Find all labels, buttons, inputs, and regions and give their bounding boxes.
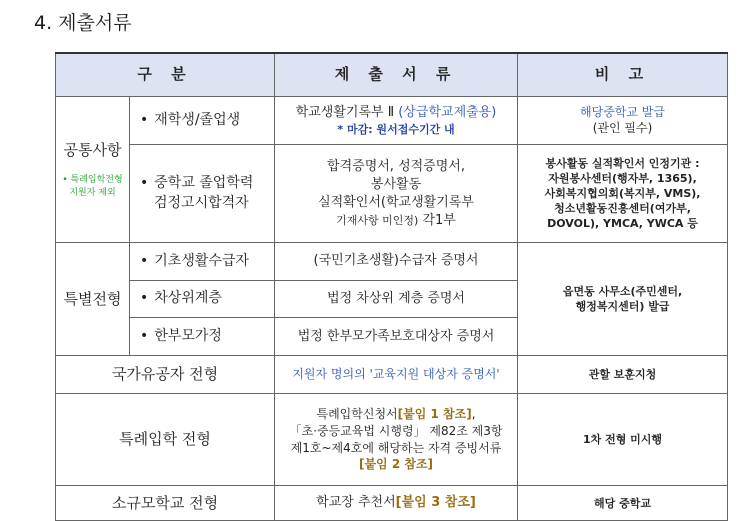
small-school-label: 소규모학교 전형 [56,486,275,521]
header-category: 구 분 [56,53,275,96]
remark-school-issue: 해당중학교 발급 (관인 필수) [518,96,728,145]
table-row [56,243,728,281]
table-row [56,486,728,521]
doc-school-record: 학교생활기록부 Ⅱ (상급학교제출용) * 마감: 원서접수기간 내 [275,96,518,145]
common-group-cell [56,96,130,243]
common-exclusion-note: • 특례입학전형 지원자 제외 [62,175,123,198]
remark-special-admission: 1차 전형 미시행 [518,393,728,486]
remark-veterans: 관할 보훈지청 [518,356,728,394]
veterans-label: 국가유공자 전형 [56,356,275,394]
doc-single-parent: 법정 한부모가족보호대상자 증명서 [275,318,518,356]
doc-special-admission: 특례입학신청서[붙임 1 참조], 「초·중등교육법 시행령」 제82조 제3항 제1호~제4호에 해당하는 자격 증빙서류 [붙임 2 참조] [275,393,518,486]
item-enrolled-graduate: • 재학생/졸업생 [130,96,275,145]
doc-near-poverty: 법정 차상위 계층 증명서 [275,280,518,318]
header-documents: 제 출 서 류 [275,53,518,96]
remark-volunteer-agencies: 봉사활동 실적확인서 인정기관 : 자원봉사센터(행자부, 1365), 사회복지협의회(복지부, VMS), 청소년활동진흥센터(여가부, DOVOL), YMCA, YWCA 등 [518,145,728,243]
header-row [56,53,728,96]
table-row [56,393,728,486]
doc-small-school: 학교장 추천서[붙임 3 참조] [275,486,518,521]
table-row [56,96,728,145]
item-ged: • 중학교 졸업학력 검정고시합격자 [130,145,275,243]
remark-community-center: 읍면동 사무소(주민센터, 행정복지센터) 발급 [518,243,728,356]
doc-ged-certificates: 합격증명서, 성적증명서, 봉사활동 실적확인서(학교생활기록부 기재사항 미인정) 각1부 [275,145,518,243]
item-basic-livelihood: • 기초생활수급자 [130,243,275,281]
table-row [56,145,728,243]
doc-basic-livelihood: (국민기초생활)수급자 증명서 [275,243,518,281]
deadline-note: * 마감: 원서접수기간 내 [337,122,455,136]
special-label: 특별전형 [56,243,130,356]
common-label: 공통사항 [63,140,122,159]
header-remarks: 비 고 [518,53,728,96]
doc-veterans: 지원자 명의의 '교육지원 대상자 증명서' [275,356,518,394]
section-title: 4. 제출서류 [34,12,132,34]
item-single-parent: • 한부모가정 [130,318,275,356]
item-near-poverty: • 차상위계층 [130,280,275,318]
special-admission-label: 특례입학 전형 [56,393,275,486]
documents-table [55,52,728,521]
table-row [56,356,728,394]
remark-small-school: 해당 중학교 [518,486,728,521]
